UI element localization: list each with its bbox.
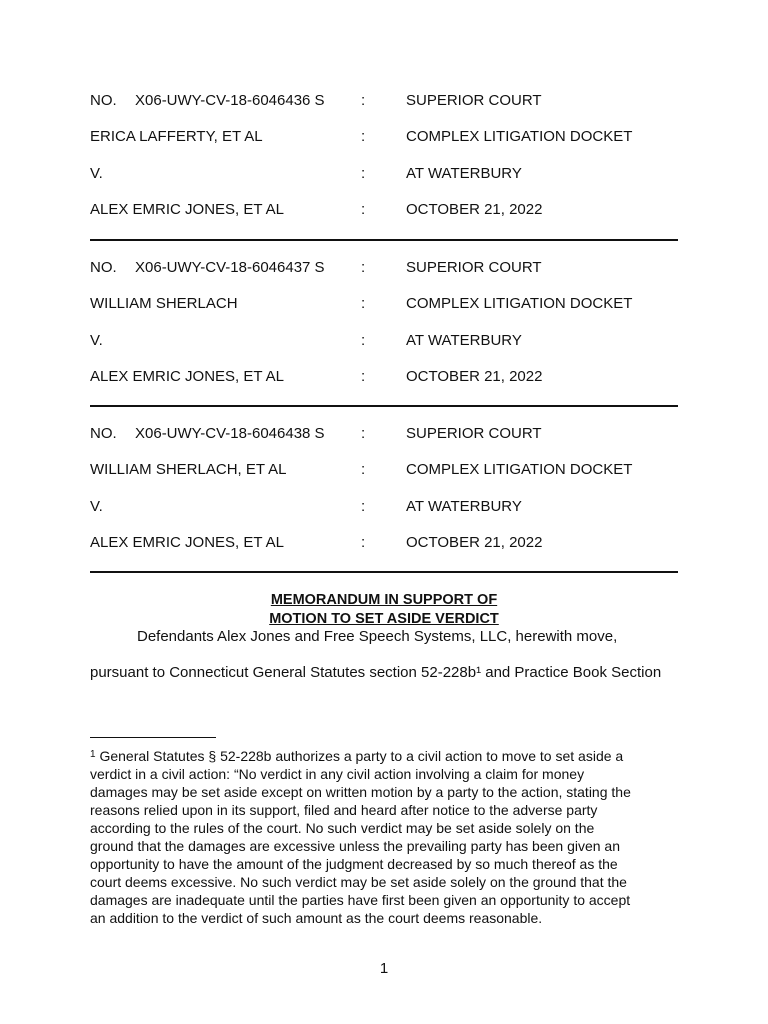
caption-colon: : bbox=[361, 164, 366, 182]
filing-date: OCTOBER 21, 2022 bbox=[406, 200, 543, 218]
court-location: AT WATERBURY bbox=[406, 497, 522, 515]
docket-number: X06-UWY-CV-18-6046437 S bbox=[135, 259, 325, 276]
caption-row-defendant bbox=[90, 368, 678, 404]
caption-divider bbox=[90, 239, 678, 241]
caption-divider bbox=[90, 571, 678, 573]
defendant-name: ALEX EMRIC JONES, ET AL bbox=[90, 533, 284, 551]
caption-colon: : bbox=[361, 367, 366, 385]
body-paragraph-line-1: Defendants Alex Jones and Free Speech Systems, LLC, herewith move, bbox=[137, 628, 618, 645]
footnote-separator bbox=[90, 737, 216, 738]
caption-row-docket bbox=[90, 92, 678, 128]
page-number: 1 bbox=[379, 960, 389, 977]
plaintiff-name: WILLIAM SHERLACH bbox=[90, 295, 238, 313]
docket-number: X06-UWY-CV-18-6046436 S bbox=[135, 92, 325, 109]
caption-row-versus bbox=[90, 332, 678, 368]
footnote-text: General Statutes § 52-228b authorizes a party to a civil action to move to set aside a bbox=[99, 748, 624, 764]
versus-label: V. bbox=[90, 497, 103, 515]
court-name: SUPERIOR COURT bbox=[406, 425, 542, 442]
footnote-line-1 bbox=[90, 747, 680, 765]
court-location: AT WATERBURY bbox=[406, 164, 522, 182]
document-title-line-2: MOTION TO SET ASIDE VERDICT bbox=[269, 611, 499, 627]
caption-colon: : bbox=[361, 331, 366, 349]
footnote-line: court deems excessive. No such verdict may be set aside solely on the ground that the bbox=[90, 874, 627, 890]
caption-colon: : bbox=[361, 92, 366, 109]
caption-colon: : bbox=[361, 295, 366, 313]
court-location: AT WATERBURY bbox=[406, 331, 522, 349]
docket-type: COMPLEX LITIGATION DOCKET bbox=[406, 461, 633, 479]
versus-label: V. bbox=[90, 331, 103, 349]
court-name: SUPERIOR COURT bbox=[406, 92, 542, 109]
docket-number: X06-UWY-CV-18-6046438 S bbox=[135, 425, 325, 442]
footnote bbox=[90, 747, 680, 927]
footnote-line: an addition to the verdict of such amount as the court deems reasonable. bbox=[90, 910, 543, 926]
case-caption-3 bbox=[90, 425, 678, 570]
case-caption-1 bbox=[90, 92, 678, 237]
docket-type: COMPLEX LITIGATION DOCKET bbox=[406, 295, 633, 313]
footnote-line: verdict in a civil action: “No verdict in any civil action involving a claim for money bbox=[90, 766, 585, 782]
docket-no-label: NO. bbox=[90, 425, 117, 442]
footnote-line: damages are inadequate until the parties have first been given an opportunity to accept bbox=[90, 892, 631, 908]
caption-row-docket bbox=[90, 259, 678, 295]
caption-row-plaintiff bbox=[90, 461, 678, 497]
versus-label: V. bbox=[90, 164, 103, 182]
footnote-line: ground that the damages are excessive unless the prevailing party has been given an bbox=[90, 838, 621, 854]
caption-colon: : bbox=[361, 497, 366, 515]
filing-date: OCTOBER 21, 2022 bbox=[406, 533, 543, 551]
body-paragraph-line-2: pursuant to Connecticut General Statutes section 52-228b¹ and Practice Book Section bbox=[90, 664, 662, 681]
caption-row-versus bbox=[90, 165, 678, 201]
caption-row-defendant bbox=[90, 201, 678, 237]
case-caption-2 bbox=[90, 259, 678, 404]
docket-no-label: NO. bbox=[90, 92, 117, 109]
plaintiff-name: ERICA LAFFERTY, ET AL bbox=[90, 128, 263, 146]
caption-row-versus bbox=[90, 498, 678, 534]
footnote-line: damages may be set aside except on written motion by a party to the action, stating the bbox=[90, 784, 631, 800]
footnote-line: reasons relied upon in its support, filed and heard after notice to the adverse party bbox=[90, 802, 598, 818]
caption-colon: : bbox=[361, 128, 366, 146]
defendant-name: ALEX EMRIC JONES, ET AL bbox=[90, 367, 284, 385]
footnote-line: opportunity to have the amount of the judgment decreased by so much thereof as the bbox=[90, 856, 618, 872]
caption-row-docket bbox=[90, 425, 678, 461]
docket-no-label: NO. bbox=[90, 259, 117, 276]
document-title-line-1: MEMORANDUM IN SUPPORT OF bbox=[270, 592, 498, 608]
defendant-name: ALEX EMRIC JONES, ET AL bbox=[90, 200, 284, 218]
caption-row-defendant bbox=[90, 534, 678, 570]
footnote-marker: 1 bbox=[90, 749, 96, 760]
court-name: SUPERIOR COURT bbox=[406, 259, 542, 276]
footnote-line: according to the rules of the court. No such verdict may be set aside solely on the bbox=[90, 820, 595, 836]
caption-colon: : bbox=[361, 533, 366, 551]
caption-colon: : bbox=[361, 200, 366, 218]
plaintiff-name: WILLIAM SHERLACH, ET AL bbox=[90, 461, 287, 479]
caption-colon: : bbox=[361, 425, 366, 442]
filing-date: OCTOBER 21, 2022 bbox=[406, 367, 543, 385]
caption-divider bbox=[90, 405, 678, 407]
docket-type: COMPLEX LITIGATION DOCKET bbox=[406, 128, 633, 146]
caption-row-plaintiff bbox=[90, 295, 678, 331]
caption-row-plaintiff bbox=[90, 128, 678, 164]
caption-colon: : bbox=[361, 461, 366, 479]
caption-colon: : bbox=[361, 259, 366, 276]
